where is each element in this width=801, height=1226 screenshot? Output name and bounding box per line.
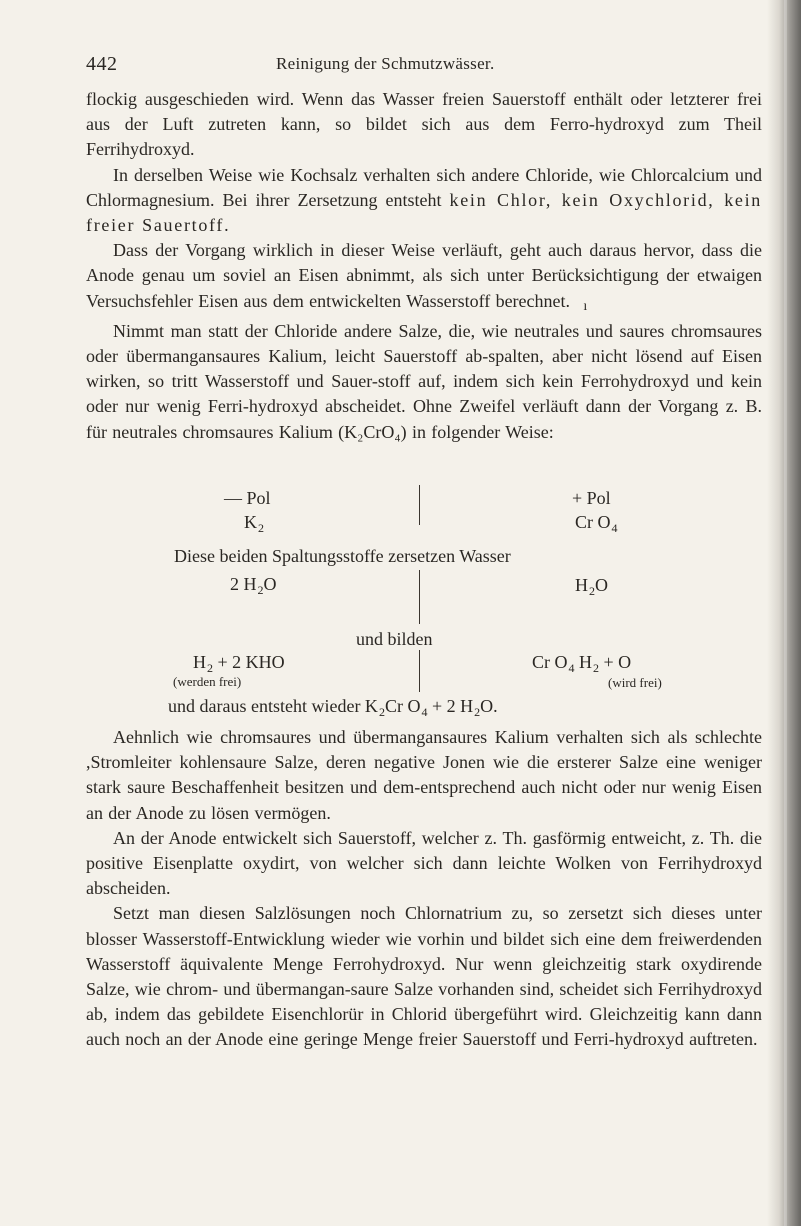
paragraph-carbonate-salts: Aehnlich wie chromsaures und übermangansaures Kalium verhalten sich als schlechte ,Stromleiter kohlensaure Salze, deren negative Jonen wie die ersterer Salze eine weniger stark saure Beschaffenheit besitzen und dem-entsprechend auch nicht oder nur wenig Eisen an der Anode zu lösen vermögen.: [86, 727, 762, 823]
positive-pole-species: [575, 511, 618, 539]
right-products-subscript-1: 4: [568, 661, 575, 675]
paragraph-continuation: flockig ausgeschieden wird. Wenn das Wasser freien Sauerstoff enthält oder letzterer frei aus der Luft zutreten kann, so bildet sich aus dem Ferro-hydroxyd zum Theil Ferrihydroxyd.: [86, 89, 762, 160]
page-number: 442: [86, 53, 118, 75]
left-water-tail: O: [263, 574, 277, 594]
positive-species-subscript: 4: [611, 521, 618, 535]
water-divider-line: [419, 570, 420, 624]
right-water-subscript: 2: [589, 584, 595, 598]
result-sentence: [168, 695, 498, 723]
result-subscript-2: 4: [421, 705, 428, 719]
left-products-tail: + 2 KHO: [213, 652, 285, 672]
products-divider-line: [419, 650, 420, 692]
right-products-subscript-2: 2: [593, 661, 599, 675]
negative-species-subscript: 2: [258, 521, 264, 535]
formation-sentence: und bilden: [356, 629, 433, 649]
right-water-prefix: H: [575, 575, 588, 595]
positive-pole-label: + Pol: [572, 488, 611, 508]
result-tail: + 2 H: [427, 696, 474, 716]
result-prefix: und daraus entsteht wieder K: [168, 696, 378, 716]
left-water-prefix: 2 H: [230, 574, 257, 594]
result-subscript-3: 2: [474, 705, 481, 719]
negative-pole-label: — Pol: [224, 488, 271, 508]
left-products-subscript: 2: [207, 661, 213, 675]
result-subscript-1: 2: [378, 705, 385, 719]
spaced-emphasis-text: kein Chlor, kein Oxychlorid, kein freier Sauertoff.: [86, 189, 762, 236]
margin-mark: ı: [583, 298, 588, 314]
right-products-tail: + O: [599, 652, 632, 672]
page-edge-shadow: [767, 0, 801, 1226]
left-products-prefix: H: [193, 652, 206, 672]
paragraph-chlorides-text: In derselben Weise wie Kochsalz verhalten sich andere Chloride, wie Chlorcalcium und Chlormagnesium. Bei ihrer Zersetzung entsteht: [86, 164, 762, 210]
negative-species-text: K: [244, 512, 257, 532]
left-water-subscript: 2: [257, 583, 264, 597]
result-middle: Cr O: [384, 696, 421, 716]
lower-text-block: [86, 725, 762, 1053]
running-title: Reinigung der Schmutzwässer.: [276, 54, 495, 73]
left-products-note: (werden frei): [173, 674, 242, 689]
paragraph-other-salts: Nimmt man statt der Chloride andere Salze, die, wie neutrales und saures chromsaures oder übermangansaures Kalium, leicht Sauerstoff ab-spalten, aber nicht lösend auf Eisen wirken, so tritt Wasserstoff und Sauer-stoff auf, indem sich kein Ferrohydroxyd und kein oder nur wenig Ferri-hydroxyd abscheidet. Ohne Zweifel verläuft dann der Vorgang z. B. für neutrales chromsaures Kalium (K₂CrO₄) in folgender Weise:: [86, 320, 762, 442]
right-products-middle: H: [574, 652, 592, 672]
right-products-prefix: Cr O: [532, 652, 568, 672]
paragraph-sodium-chloride: Setzt man diesen Salzlösungen noch Chlornatrium zu, so zersetzt sich dieses unter blosser Wasserstoff-Entwicklung wieder wie vorhin und bildet sich eine dem freiwerdenden Wasserstoff äquivalente Menge Ferrohydroxyd. Nur wenn gleichzeitig stark oxydirende Salze, wie chrom- und übermangan-saure Salze vorhanden sind, scheidet sich Ferrihydroxyd ab, indem das gebildete Eisenchlorür in Chlorid übergeführt wird. Gleichzeitig kann dann auch noch an der Anode eine geringe Menge freier Sauerstoff und Ferri-hydroxyd auftreten.: [86, 903, 762, 1050]
paragraph-anode-oxygen: An der Anode entwickelt sich Sauerstoff, welcher z. Th. gasförmig entweicht, z. Th. die positive Eisenplatte oxydirt, von welcher sich dann leichte Wolken von Ferrihydroxyd abscheiden.: [86, 827, 762, 899]
right-products-note: (wird frei): [608, 675, 662, 690]
right-water-tail: O: [595, 575, 608, 595]
result-end: O.: [480, 696, 498, 716]
left-water-formula: [230, 573, 277, 601]
positive-species-text: Cr O: [575, 512, 611, 532]
right-water-formula: [575, 574, 608, 602]
paragraph-anode-loss-text: Dass der Vorgang wirklich in dieser Weise verläuft, geht auch daraus hervor, dass die Anode genau um soviel an Eisen abnimmt, als sich unter Berücksichtigung der etwaigen Versuchsfehler Eisen aus dem entwickelten Wasserstoff berechnet.: [86, 240, 762, 311]
pole-divider-line: [419, 485, 420, 525]
negative-pole-species: [244, 511, 264, 539]
water-split-sentence: Diese beiden Spaltungsstoffe zersetzen Wasser: [174, 546, 511, 566]
